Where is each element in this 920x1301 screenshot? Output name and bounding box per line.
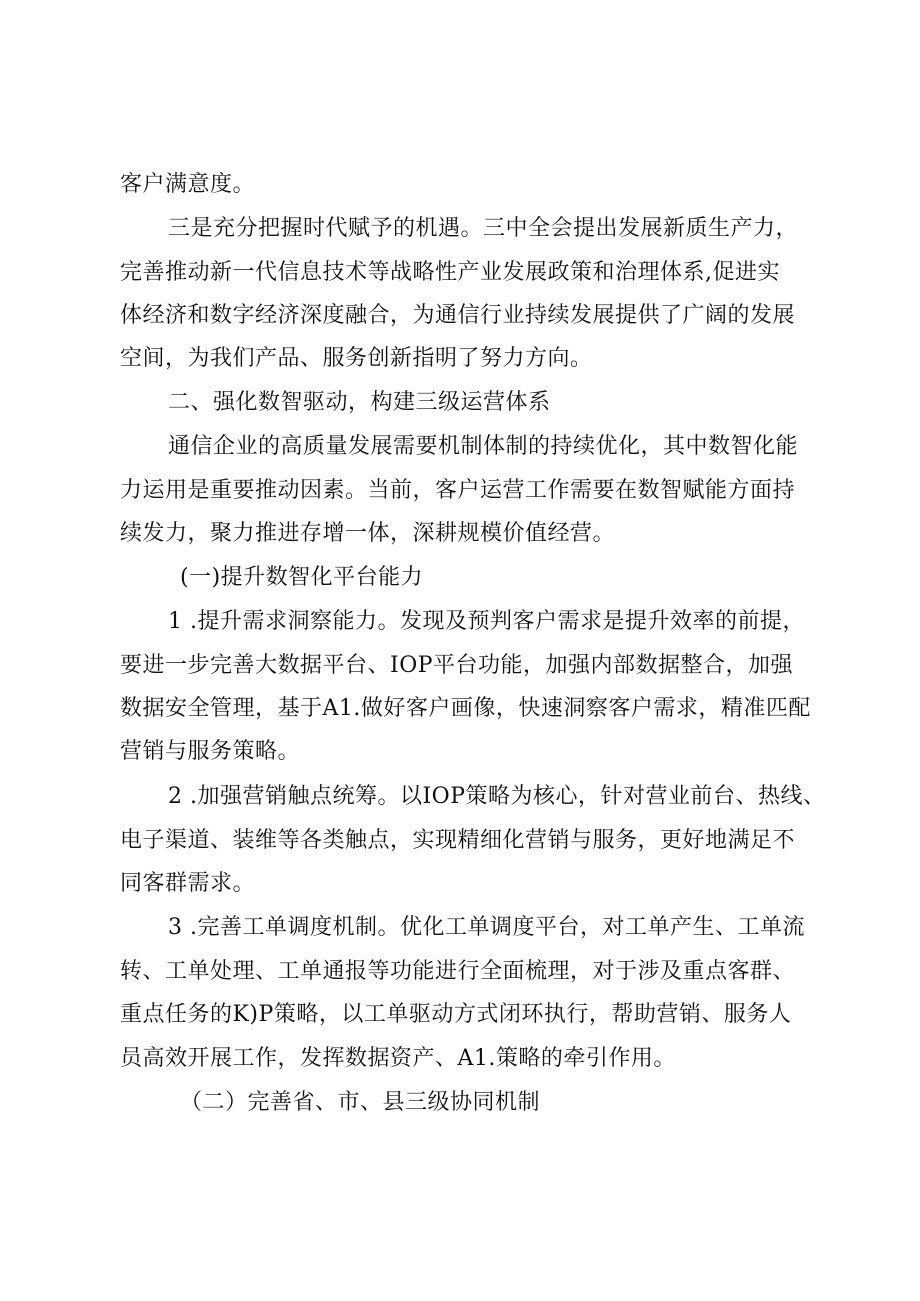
paragraph-line: 营销与服务策略。 xyxy=(120,739,301,764)
subsection-heading: (一)提升数智化平台能力 xyxy=(180,565,424,590)
paragraph-line: 三是充分把握时代赋予的机遇。三中全会提出发展新质生产力， xyxy=(168,216,799,241)
paragraph-line: 员高效开展工作，发挥数据资产、A1.策略的牵引作用。 xyxy=(120,1046,676,1071)
paragraph-line: 重点任务的K)P策略，以工单驱动方式闭环执行，帮助营销、服务人 xyxy=(120,1002,792,1027)
paragraph-line: 3 .完善工单调度机制。优化工单调度平台，对工单产生、工单流 xyxy=(168,915,805,940)
paragraph-line: 续发力，聚力推进存增一体，深耕规模价值经营。 xyxy=(120,521,616,546)
paragraph-line: 通信企业的高质量发展需要机制体制的持续优化，其中数智化能 xyxy=(168,434,799,459)
subsection-heading: （二）完善省、市、县三级协同机制 xyxy=(180,1090,541,1115)
paragraph-line: 数据安全管理，基于A1.做好客户画像，快速洞察客户需求，精准匹配 xyxy=(120,696,811,721)
paragraph-line: 空间，为我们产品、服务创新指明了努力方向。 xyxy=(120,346,593,371)
paragraph-line: 电子渠道、装维等各类触点，实现精细化营销与服务，更好地满足不 xyxy=(120,828,796,853)
paragraph-line: 1 .提升需求洞察能力。发现及预判客户需求是提升效率的前提， xyxy=(168,609,805,634)
section-heading: 二、强化数智驱动，构建三级运营体系 xyxy=(168,390,551,415)
paragraph-line: 体经济和数字经济深度融合，为通信行业持续发展提供了广阔的发展 xyxy=(120,303,796,328)
paragraph-line: 2 .加强营销触点统筹。以IOP策略为核心，针对营业前台、热线、 xyxy=(168,784,826,809)
paragraph-line: 转、工单处理、工单通报等功能进行全面梳理，对于涉及重点客群、 xyxy=(120,959,796,984)
paragraph-line: 完善推动新一代信息技术等战略性产业发展政策和治理体系,促进实 xyxy=(120,260,780,285)
paragraph-line: 客户满意度。 xyxy=(120,172,256,197)
paragraph-line: 同客群需求。 xyxy=(120,871,256,896)
paragraph-line: 力运用是重要推动因素。当前，客户运营工作需要在数智赋能方面持 xyxy=(120,478,796,503)
paragraph-line: 要进一步完善大数据平台、IOP平台功能，加强内部数据整合，加强 xyxy=(120,653,794,678)
